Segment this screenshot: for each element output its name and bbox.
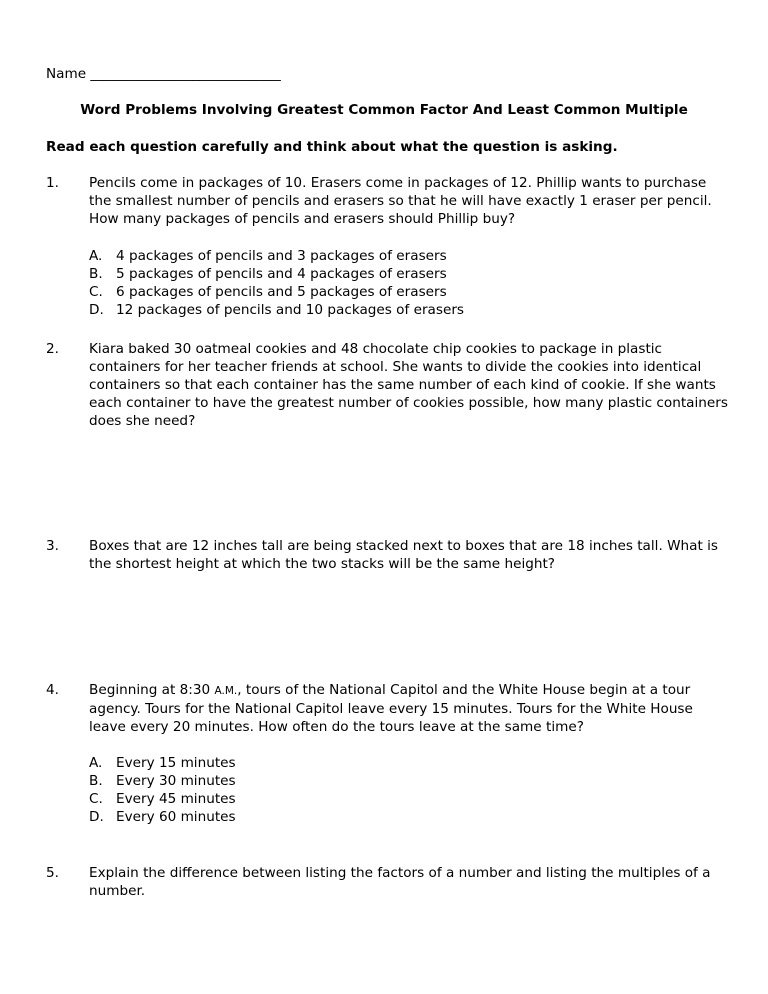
question-3-text: Boxes that are 12 inches tall are being stacked next to boxes that are 18 inches tall. What is the shortest height at which the two stacks will be the same height? — [89, 538, 718, 572]
choice-item — [89, 247, 464, 265]
choice-text: Every 60 minutes — [116, 809, 236, 825]
choice-item — [89, 301, 464, 319]
question-3-number: 3. — [46, 538, 59, 554]
choice-text: 6 packages of pencils and 5 packages of erasers — [116, 284, 447, 300]
choice-letter: B. — [89, 266, 103, 282]
worksheet-title: Word Problems Involving Greatest Common Factor And Least Common Multiple — [80, 102, 688, 118]
instruction-text: Read each question carefully and think about what the question is asking. — [46, 139, 618, 155]
choice-item — [89, 808, 236, 826]
choice-text: 4 packages of pencils and 3 packages of erasers — [116, 248, 447, 264]
choice-letter: D. — [89, 809, 104, 825]
choice-item — [89, 265, 464, 283]
choice-text: Every 30 minutes — [116, 773, 236, 789]
choice-letter: B. — [89, 773, 103, 789]
choice-text: 12 packages of pencils and 10 packages of erasers — [116, 302, 465, 318]
question-4-number: 4. — [46, 682, 59, 698]
question-4-text-start: Beginning at 8:30 — [89, 682, 215, 698]
question-4-time-suffix: A.M. — [214, 685, 238, 697]
question-5-text: Explain the difference between listing the factors of a number and listing the multiples of a number. — [89, 865, 711, 899]
choice-item — [89, 790, 236, 808]
question-4-text-rest: , tours of the National Capitol and the White House begin at a tour agency. Tours for the National Capitol leave every 15 minutes. Tours for the White House leave every 20 minutes. How often do the tours leave at the same time? — [89, 682, 693, 735]
name-field-label: Name ____________________________ — [46, 66, 281, 82]
question-2-text: Kiara baked 30 oatmeal cookies and 48 chocolate chip cookies to package in plastic containers for her teacher friends at school. She wants to divide the cookies into identical containers so that each container has the same number of each kind of cookie. If she wants each container to have the greatest number of cookies possible, how many plastic containers does she need? — [89, 341, 728, 429]
choice-item — [89, 754, 236, 772]
choice-letter: D. — [89, 302, 104, 318]
question-1-choices — [89, 247, 464, 319]
choice-text: Every 15 minutes — [116, 755, 236, 771]
question-5-number: 5. — [46, 865, 59, 881]
question-1-text: Pencils come in packages of 10. Erasers come in packages of 12. Phillip wants to purchase the smallest number of pencils and erasers so that he will have exactly 1 eraser per pencil. How many packages of pencils and erasers should Phillip buy? — [89, 175, 712, 227]
question-2-number: 2. — [46, 341, 59, 357]
choice-item — [89, 283, 464, 301]
choice-letter: A. — [89, 248, 103, 264]
choice-letter: A. — [89, 755, 103, 771]
question-1-number: 1. — [46, 175, 59, 191]
choice-text: 5 packages of pencils and 4 packages of erasers — [116, 266, 447, 282]
choice-letter: C. — [89, 284, 103, 300]
choice-item — [89, 772, 236, 790]
choice-text: Every 45 minutes — [116, 791, 236, 807]
question-4-text — [89, 681, 729, 736]
question-4-choices — [89, 754, 236, 826]
choice-letter: C. — [89, 791, 103, 807]
